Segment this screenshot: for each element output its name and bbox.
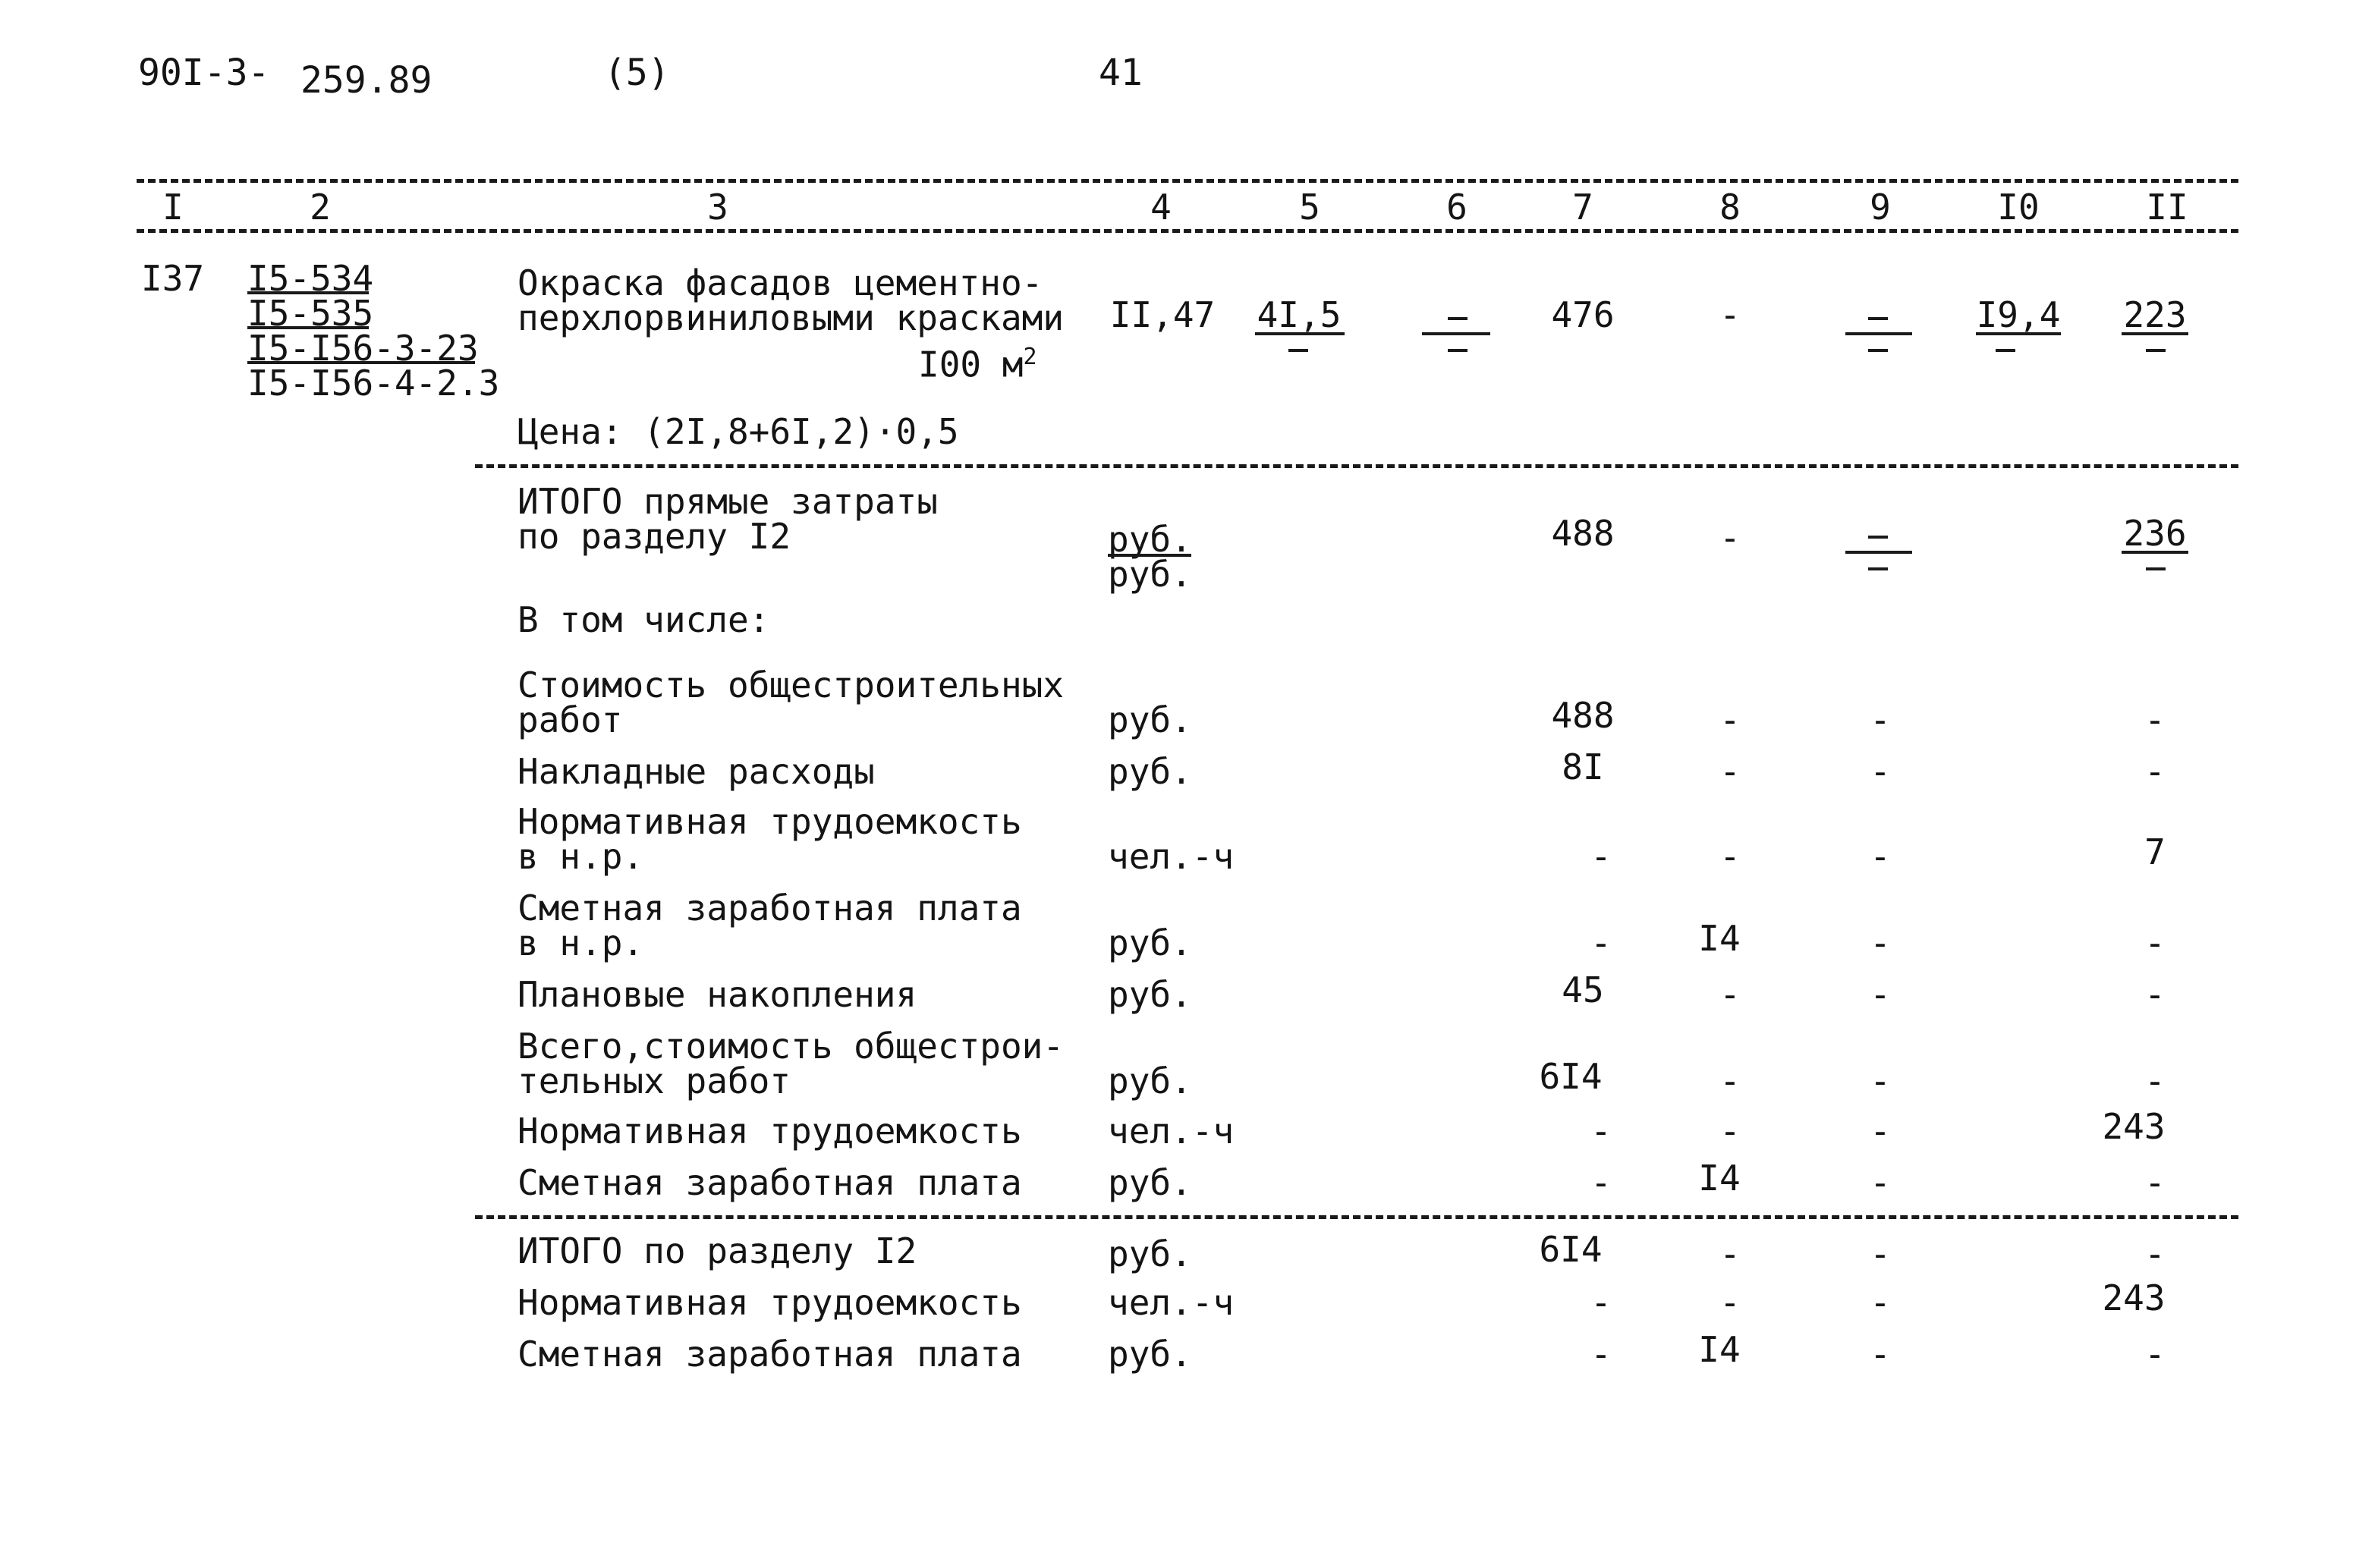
row-unit: руб.	[1108, 922, 1192, 963]
total-unit: руб.	[1108, 1334, 1192, 1375]
total-col-8: -	[1719, 1282, 1741, 1323]
total-label: ИТОГО по разделу I2	[517, 1230, 917, 1271]
row-unit: руб.	[1108, 699, 1192, 740]
row-col-8: -	[1719, 751, 1741, 792]
col-11-dash	[2146, 567, 2166, 570]
row-col-11: -	[2144, 974, 2166, 1015]
row-label: Стоимость общестроительных	[517, 665, 1065, 705]
row-col-11: 243	[2102, 1106, 2166, 1147]
header-top-rule	[137, 179, 2238, 183]
code-underline	[247, 291, 369, 294]
total-col-7: -	[1590, 1334, 1612, 1375]
entry-col-8: -	[1719, 294, 1741, 335]
column-header: 4	[1150, 187, 1172, 228]
row-col-7: 488	[1551, 695, 1615, 736]
column-header: 2	[310, 187, 331, 228]
entry-code: I5-534	[247, 258, 374, 299]
col-11-underline	[2122, 332, 2188, 335]
entry-description: Окраска фасадов цементно-	[517, 262, 1043, 303]
column-header: 8	[1719, 187, 1741, 228]
total-col-11: -	[2144, 1233, 2166, 1274]
section-rule	[475, 1215, 2238, 1219]
total-col-8: -	[1719, 1233, 1741, 1274]
column-header: II	[2146, 187, 2188, 228]
row-label: Нормативная трудоемкость	[517, 1111, 1022, 1152]
row-col-9: -	[1870, 836, 1891, 877]
row-label: в н.р.	[517, 922, 644, 963]
row-col-9: -	[1870, 699, 1891, 740]
col-10-dash	[1996, 349, 2015, 352]
row-col-7: -	[1590, 1162, 1612, 1203]
entry-code: I5-535	[247, 293, 374, 334]
entry-description: перхлорвиниловыми красками	[517, 297, 1065, 338]
row-col-8: -	[1719, 974, 1741, 1015]
col-9-dash	[1868, 317, 1888, 320]
column-header: I	[162, 187, 184, 228]
row-label: Сметная заработная плата	[517, 1162, 1022, 1203]
total-col-11: -	[2144, 1334, 2166, 1375]
col-9-dash	[1868, 536, 1888, 539]
row-unit: руб.	[1108, 1061, 1192, 1101]
code-underline	[247, 361, 475, 364]
col-6-dash	[1448, 317, 1467, 320]
row-col-9: -	[1870, 1111, 1891, 1152]
row-label: тельных работ	[517, 1061, 791, 1101]
series-code: 90I-3-	[138, 52, 270, 94]
direct-costs-col-8: -	[1719, 517, 1741, 558]
direct-costs-label: по разделу I2	[517, 516, 791, 557]
code-underline	[247, 326, 369, 329]
entry-col-7: 476	[1551, 294, 1615, 335]
row-col-8: -	[1719, 1061, 1741, 1101]
direct-costs-unit: руб.	[1108, 554, 1192, 595]
total-unit: чел.-ч	[1108, 1282, 1235, 1323]
row-col-11: 7	[2144, 831, 2166, 872]
column-header: 3	[707, 187, 728, 228]
total-col-9: -	[1870, 1233, 1891, 1274]
row-label: в н.р.	[517, 836, 644, 877]
column-header: 5	[1299, 187, 1320, 228]
entry-col-10: I9,4	[1976, 294, 2061, 335]
row-col-11: -	[2144, 1162, 2166, 1203]
direct-costs-unit: руб.	[1108, 519, 1192, 560]
total-unit: руб.	[1108, 1233, 1192, 1274]
row-unit: чел.-ч	[1108, 836, 1235, 877]
col-9-dash	[1868, 567, 1888, 570]
row-unit: руб.	[1108, 751, 1192, 792]
direct-costs-label: ИТОГО прямые затраты	[517, 481, 938, 522]
row-col-7: -	[1590, 1111, 1612, 1152]
row-col-11: -	[2144, 699, 2166, 740]
total-col-7: -	[1590, 1282, 1612, 1323]
row-col-11: -	[2144, 751, 2166, 792]
total-label: Сметная заработная плата	[517, 1334, 1022, 1375]
row-col-7: 8I	[1562, 746, 1604, 787]
row-col-8: I4	[1698, 1158, 1741, 1199]
row-col-7: -	[1590, 836, 1612, 877]
row-col-7: -	[1590, 922, 1612, 963]
row-col-11: -	[2144, 922, 2166, 963]
price-formula: Цена: (2I,8+6I,2)·0,5	[517, 411, 959, 452]
col-11-underline	[2122, 551, 2188, 554]
row-col-9: -	[1870, 974, 1891, 1015]
col-5-underline	[1255, 332, 1345, 335]
row-label: Всего,стоимость общестрои-	[517, 1026, 1065, 1067]
col-11-dash	[2146, 349, 2166, 352]
col-10-underline	[1976, 332, 2061, 335]
column-header: 7	[1572, 187, 1593, 228]
row-col-9: -	[1870, 1162, 1891, 1203]
total-label: Нормативная трудоемкость	[517, 1282, 1022, 1323]
total-col-7: 6I4	[1539, 1229, 1603, 1270]
row-col-9: -	[1870, 751, 1891, 792]
row-unit: руб.	[1108, 974, 1192, 1015]
total-col-11: 243	[2102, 1277, 2166, 1318]
row-col-11: -	[2144, 1061, 2166, 1101]
row-col-8: I4	[1698, 918, 1741, 959]
row-col-8: -	[1719, 699, 1741, 740]
issue-number: (5)	[604, 52, 670, 94]
row-unit: чел.-ч	[1108, 1111, 1235, 1152]
entry-measure-unit: I00 $м^2$	[918, 344, 1037, 385]
row-col-7: 45	[1562, 969, 1604, 1010]
including-label: В том числе:	[517, 599, 770, 640]
row-col-7: 6I4	[1539, 1056, 1603, 1097]
direct-costs-col-11: 236	[2123, 513, 2187, 554]
entry-number: I37	[141, 258, 205, 299]
row-label: Нормативная трудоемкость	[517, 801, 1022, 842]
col-6-dash	[1448, 349, 1467, 352]
col-5-dash	[1288, 349, 1308, 352]
entry-col-5: 4I,5	[1257, 294, 1342, 335]
column-header: I0	[1997, 187, 2040, 228]
row-col-8: -	[1719, 836, 1741, 877]
row-unit: руб.	[1108, 1162, 1192, 1203]
col-9-rule	[1845, 551, 1912, 554]
row-label: Накладные расходы	[517, 751, 875, 792]
col-6-rule	[1422, 332, 1490, 335]
row-col-8: -	[1719, 1111, 1741, 1152]
column-header: 9	[1870, 187, 1891, 228]
entry-code: I5-I56-4-2.3	[247, 363, 500, 404]
total-col-9: -	[1870, 1334, 1891, 1375]
column-header: 6	[1446, 187, 1467, 228]
header-bottom-rule	[137, 229, 2238, 233]
entry-col-4: II,47	[1109, 294, 1216, 335]
page-number: 41	[1099, 52, 1143, 94]
row-label: Плановые накопления	[517, 974, 917, 1015]
total-col-9: -	[1870, 1282, 1891, 1323]
col-9-rule	[1845, 332, 1912, 335]
col-9-dash	[1868, 349, 1888, 352]
entry-col-11: 223	[2123, 294, 2187, 335]
row-col-9: -	[1870, 1061, 1891, 1101]
project-number: 259.89	[300, 59, 433, 102]
entry-code: I5-I56-3-23	[247, 328, 479, 369]
total-col-8: I4	[1698, 1329, 1741, 1370]
row-label: Сметная заработная плата	[517, 888, 1022, 929]
row-col-9: -	[1870, 922, 1891, 963]
direct-costs-col-7: 488	[1551, 513, 1615, 554]
section-rule	[475, 464, 2238, 468]
row-label: работ	[517, 699, 623, 740]
